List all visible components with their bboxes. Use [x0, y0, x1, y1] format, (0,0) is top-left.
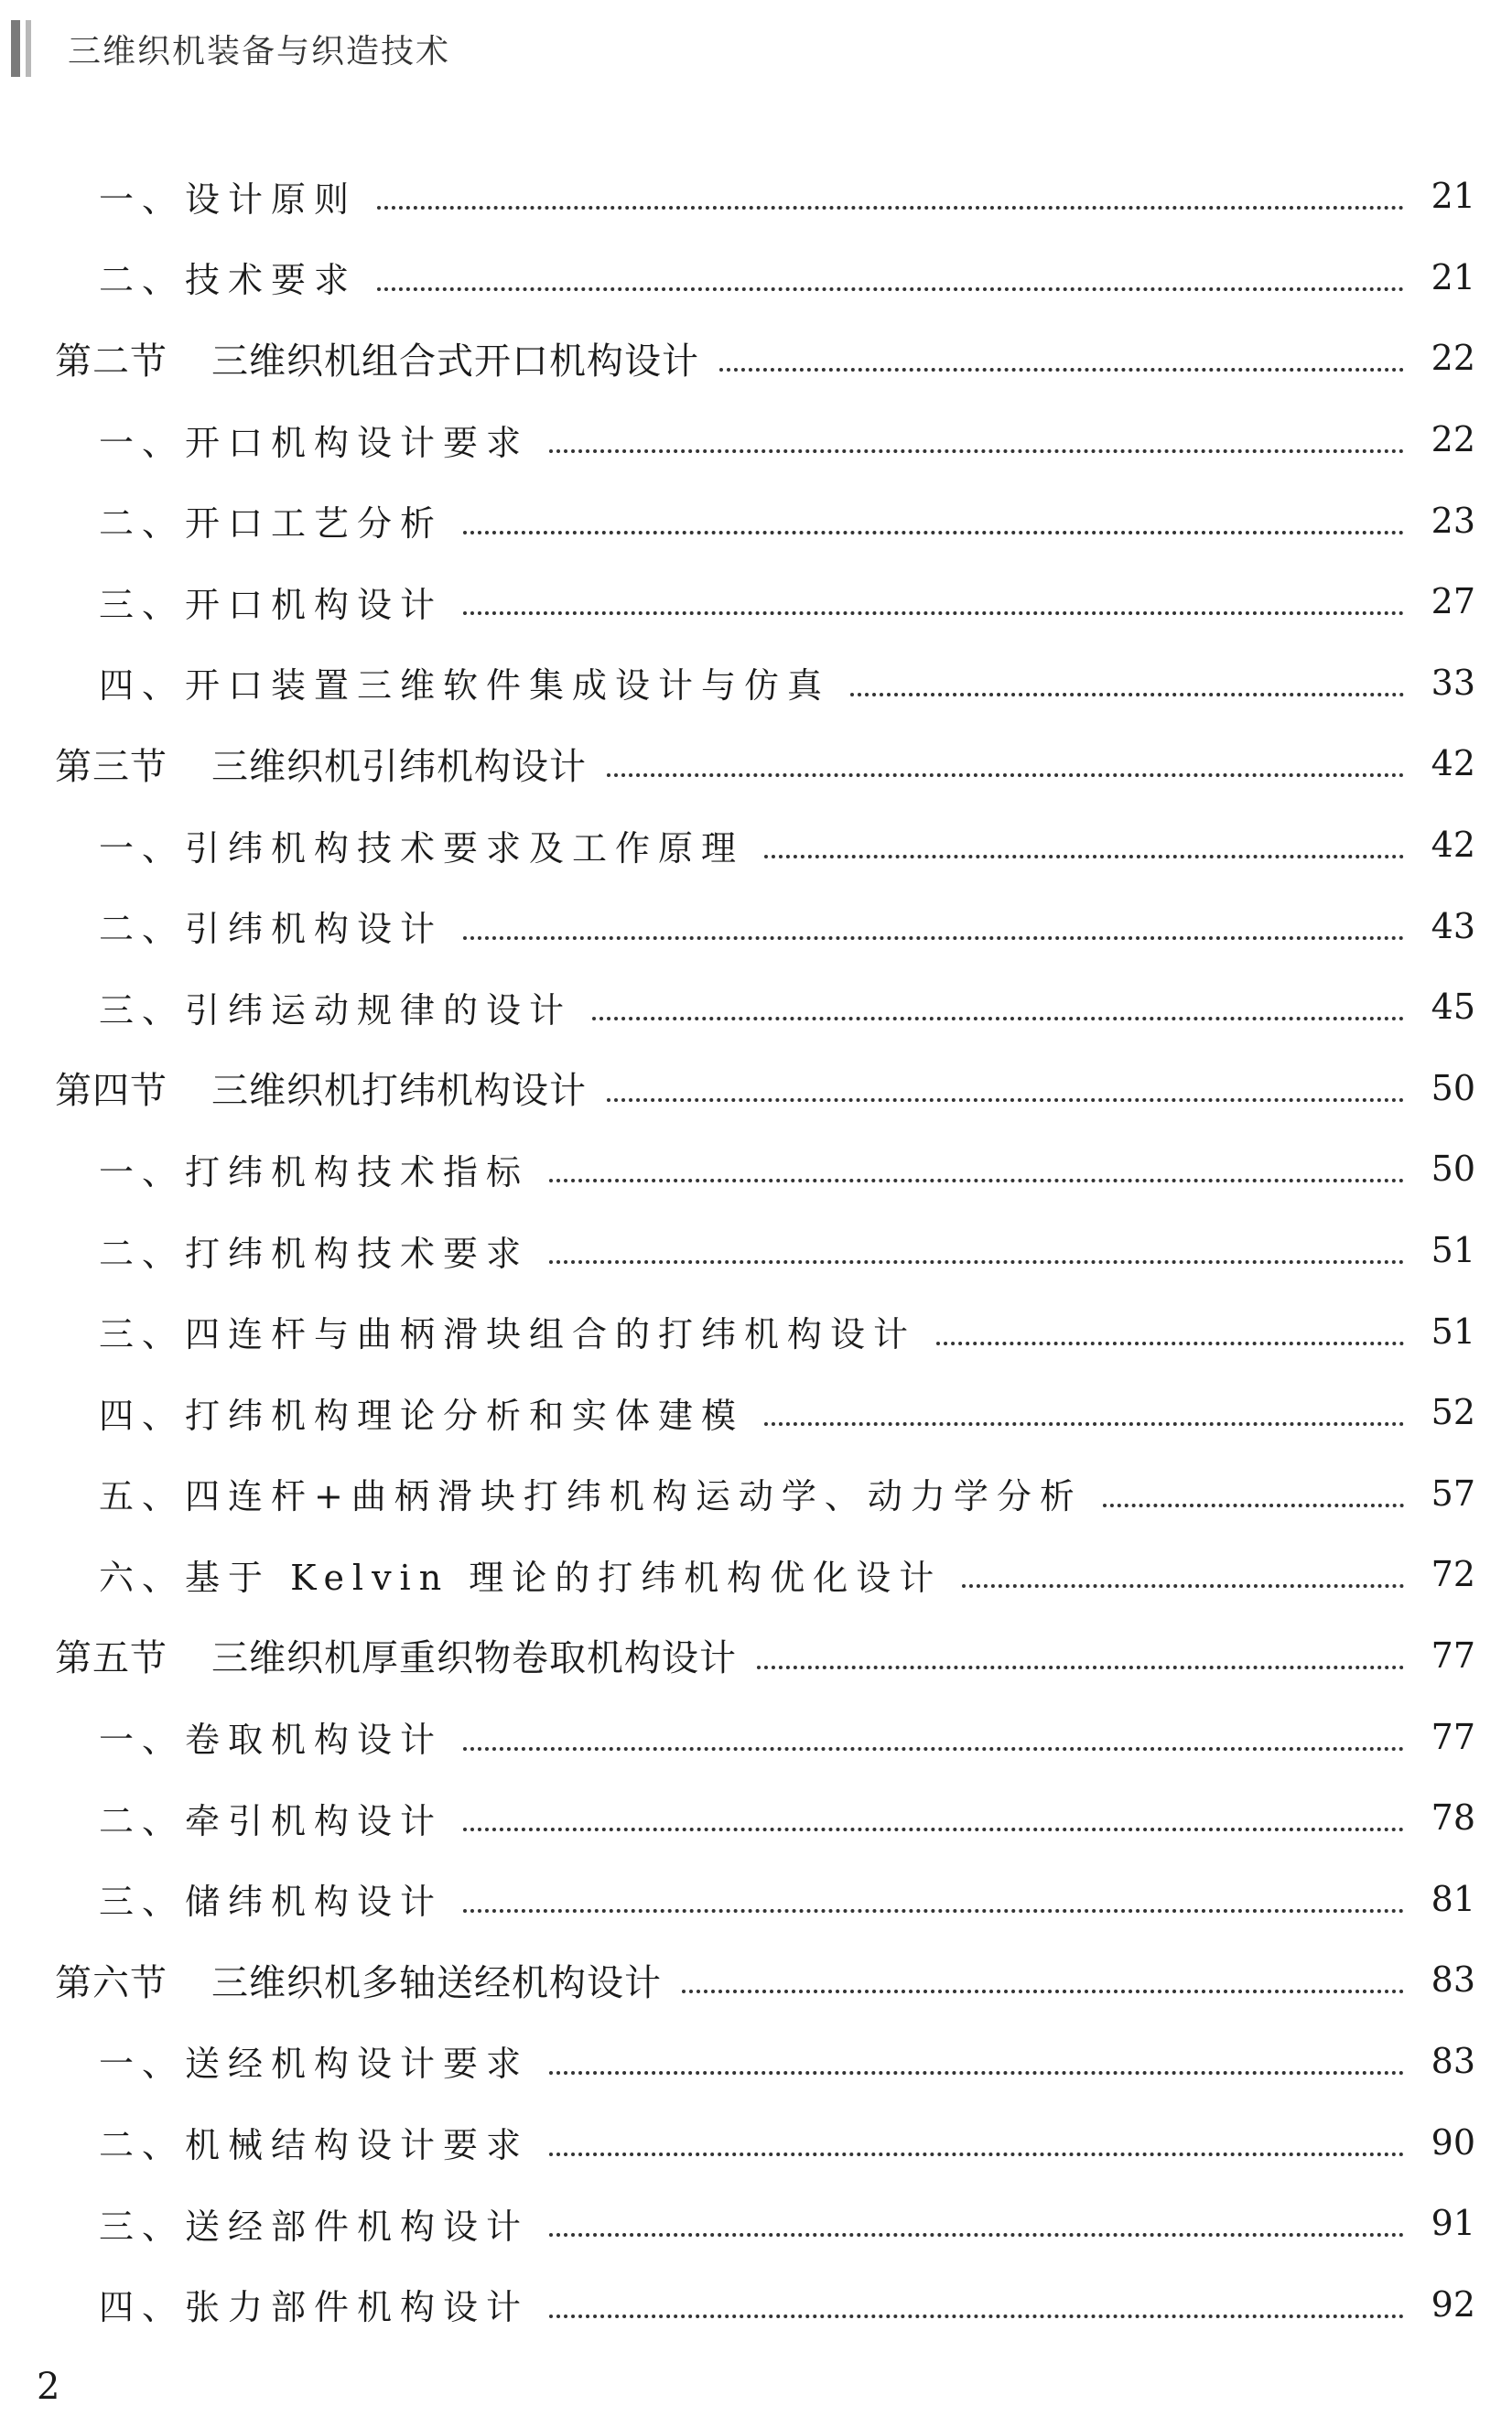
section-title: 三维织机厚重织物卷取机构设计 — [211, 1637, 737, 1680]
toc-page-number: 83 — [1431, 2040, 1475, 2081]
toc-page-number: 22 — [1431, 338, 1475, 379]
section-number: 第二节 — [55, 340, 167, 383]
header-bar-dark — [11, 20, 20, 77]
dot-leader — [463, 1909, 1404, 1913]
item-title: 一、卷取机构设计 — [99, 1720, 444, 1761]
toc-page-number: 52 — [1431, 1392, 1475, 1433]
toc-item-row[interactable] — [0, 399, 1512, 480]
toc-page-number: 83 — [1431, 1959, 1475, 2001]
toc-item-row[interactable] — [0, 2183, 1512, 2264]
dot-leader — [962, 1584, 1404, 1588]
item-title: 四、打纬机构理论分析和实体建模 — [99, 1395, 745, 1436]
toc-item-row[interactable] — [0, 561, 1512, 642]
running-header — [11, 20, 450, 77]
table-of-contents — [0, 156, 1512, 2345]
dot-leader — [549, 2233, 1404, 2237]
dot-leader — [850, 693, 1404, 696]
dot-leader — [549, 2153, 1404, 2156]
dot-leader — [936, 1342, 1404, 1345]
toc-section-row[interactable] — [0, 723, 1512, 804]
item-title: 四、开口装置三维软件集成设计与仿真 — [99, 665, 831, 707]
toc-page-number: 81 — [1431, 1878, 1475, 1919]
dot-leader — [463, 1828, 1404, 1831]
item-title: 一、送经机构设计要求 — [99, 2044, 530, 2085]
dot-leader — [607, 1098, 1404, 1102]
item-title: 三、引纬运动规律的设计 — [99, 989, 573, 1031]
item-title: 三、开口机构设计 — [99, 584, 444, 625]
dot-leader — [377, 206, 1404, 210]
section-title: 三维织机引纬机构设计 — [211, 745, 587, 788]
toc-page-number: 92 — [1431, 2283, 1475, 2325]
toc-page-number: 57 — [1431, 1473, 1475, 1514]
dot-leader — [549, 1260, 1404, 1264]
toc-item-row[interactable] — [0, 480, 1512, 561]
dot-leader — [682, 1990, 1404, 1993]
item-title: 一、引纬机构技术要求及工作原理 — [99, 827, 745, 869]
toc-item-row[interactable] — [0, 1372, 1512, 1453]
toc-page-number: 77 — [1431, 1635, 1475, 1676]
toc-item-row[interactable] — [0, 1777, 1512, 1859]
toc-item-row[interactable] — [0, 1128, 1512, 1210]
item-title: 二、牵引机构设计 — [99, 1800, 444, 1841]
dot-leader — [463, 936, 1404, 940]
book-title: 三维织机装备与织造技术 — [68, 32, 451, 70]
section-number: 第三节 — [55, 745, 167, 788]
dot-leader — [719, 368, 1404, 372]
toc-page-number: 77 — [1431, 1716, 1475, 1757]
section-number: 第五节 — [55, 1637, 167, 1680]
toc-page-number: 43 — [1431, 905, 1475, 946]
toc-item-row[interactable] — [0, 1290, 1512, 1372]
dot-leader — [377, 287, 1404, 291]
item-title: 二、开口工艺分析 — [99, 503, 444, 545]
item-title: 二、打纬机构技术要求 — [99, 1233, 530, 1274]
header-bar-light — [26, 20, 31, 77]
toc-page-number: 50 — [1431, 1149, 1475, 1190]
toc-page-number: 72 — [1431, 1554, 1475, 1595]
toc-item-row[interactable] — [0, 885, 1512, 966]
toc-item-row[interactable] — [0, 642, 1512, 724]
toc-item-row[interactable] — [0, 237, 1512, 318]
toc-page-number: 33 — [1431, 662, 1475, 703]
dot-leader — [549, 449, 1404, 453]
toc-section-row[interactable] — [0, 318, 1512, 399]
dot-leader — [463, 611, 1404, 615]
toc-page-number: 45 — [1431, 987, 1475, 1028]
toc-item-row[interactable] — [0, 1858, 1512, 1939]
dot-leader — [764, 1422, 1404, 1426]
item-title: 三、送经部件机构设计 — [99, 2206, 530, 2247]
item-title: 二、引纬机构设计 — [99, 909, 444, 950]
toc-page-number: 23 — [1431, 500, 1475, 541]
toc-item-row[interactable] — [0, 2263, 1512, 2345]
dot-leader — [607, 773, 1404, 777]
item-title: 二、技术要求 — [99, 260, 358, 301]
toc-item-row[interactable] — [0, 1210, 1512, 1291]
toc-section-row[interactable] — [0, 1939, 1512, 2021]
toc-item-row[interactable] — [0, 156, 1512, 237]
item-title: 一、开口机构设计要求 — [99, 422, 530, 463]
item-title: 三、四连杆与曲柄滑块组合的打纬机构设计 — [99, 1314, 917, 1355]
item-title: 一、打纬机构技术指标 — [99, 1151, 530, 1192]
dot-leader — [463, 531, 1404, 534]
toc-page-number: 27 — [1431, 581, 1475, 622]
section-title: 三维织机打纬机构设计 — [211, 1070, 587, 1113]
item-title: 四、张力部件机构设计 — [99, 2287, 530, 2328]
dot-leader — [757, 1666, 1404, 1669]
dot-leader — [592, 1017, 1404, 1020]
toc-page-number: 21 — [1431, 176, 1475, 217]
toc-page-number: 51 — [1431, 1311, 1475, 1352]
dot-leader — [463, 1747, 1404, 1751]
toc-item-row[interactable] — [0, 1453, 1512, 1535]
toc-page-number: 50 — [1431, 1067, 1475, 1108]
toc-item-row[interactable] — [0, 1696, 1512, 1777]
dot-leader — [764, 855, 1404, 858]
toc-page-number: 51 — [1431, 1230, 1475, 1271]
toc-page-number: 42 — [1431, 743, 1475, 784]
toc-section-row[interactable] — [0, 1615, 1512, 1697]
item-title: 六、基于 Kelvin 理论的打纬机构优化设计 — [99, 1557, 943, 1598]
dot-leader — [549, 2315, 1404, 2318]
toc-item-row[interactable] — [0, 2101, 1512, 2183]
item-title: 三、储纬机构设计 — [99, 1882, 444, 1923]
toc-page-number: 42 — [1431, 825, 1475, 866]
toc-page-number: 90 — [1431, 2121, 1475, 2163]
toc-section-row[interactable] — [0, 1048, 1512, 1129]
section-title: 三维织机组合式开口机构设计 — [211, 340, 699, 383]
section-number: 第四节 — [55, 1070, 167, 1113]
item-title: 五、四连杆+曲柄滑块打纬机构运动学、动力学分析 — [99, 1476, 1083, 1517]
toc-page-number: 21 — [1431, 256, 1475, 297]
toc-page-number: 22 — [1431, 419, 1475, 460]
toc-item-row[interactable] — [0, 804, 1512, 886]
page-number: 2 — [37, 2366, 60, 2408]
dot-leader — [1103, 1504, 1404, 1507]
dot-leader — [549, 2071, 1404, 2075]
toc-page-number: 78 — [1431, 1797, 1475, 1839]
dot-leader — [549, 1179, 1404, 1182]
toc-item-row[interactable] — [0, 966, 1512, 1048]
toc-item-row[interactable] — [0, 2021, 1512, 2102]
section-title: 三维织机多轴送经机构设计 — [211, 1961, 662, 2004]
toc-page-number: 91 — [1431, 2203, 1475, 2244]
section-number: 第六节 — [55, 1961, 167, 2004]
item-title: 一、设计原则 — [99, 178, 358, 220]
item-title: 二、机械结构设计要求 — [99, 2125, 530, 2166]
toc-item-row[interactable] — [0, 1534, 1512, 1615]
